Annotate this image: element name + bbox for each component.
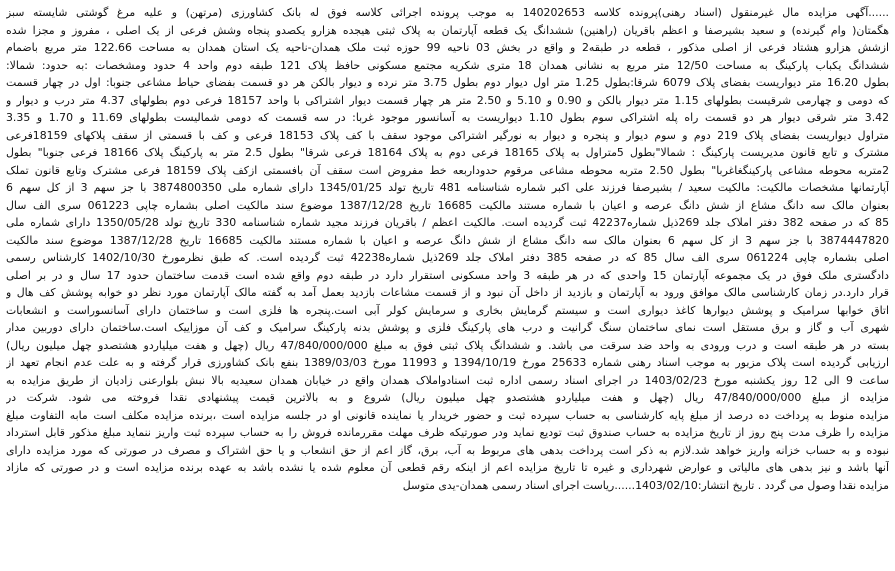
notice-line: شهری آب و گاز و برق مستقل است نمای ساختمان سنگ گرانیت و درب های پارکینگ فلزی و پوشش بدنه پارکینگ سرامیک و کف آن موزاییک است.ساختمان دارای دوربین مدار: [6, 321, 889, 334]
notice-line: دادگستری ملک فوق در یک مجموعه آپارتمان 15 واحدی که در هر طبقه 3 واحد مسکونی استقرار دارد در طبقه دوم واقع شده است قدمت ساختمان حدود 17 سال و در بر اصلی: [6, 268, 889, 282]
notice-line: متراول دیواریست بفضای پلاک 219 دوم و سوم دیوار و پنجره و دیوار به نورگیر اشتراکی موجود سقف با کف پلاک 18153 فرعی و کف با قسمتی از سقف پلاکهای 18159فرعی: [6, 128, 889, 142]
notice-line-signature: مزایده نقدا وصول می گردد . تاریخ انتشار:1403/02/10......ریاست اجرای اسناد رسمی همدان-یدی متوسل: [402, 478, 889, 492]
notice-line: 2متربه محوطه مشاعی پارکینگغاغربا" بطول 2.50 متربه محوطه مشاعی مرقوم حدوداربعه خط مفروض است سقف آن بافسمتی ازکف پلاک 18159 فرعی مشترک وتابع قانون تملک: [6, 163, 889, 177]
notice-line: 3.42 متر شرقی دیوار هر دو قسمت راه پله اشتراکی سوم بطول 1.10 دیواریست به آسانسور موجود غربا: در سه قسمت که دومی شمالیست بطولهای 11.69 و 1.70 و 3.35: [6, 111, 889, 124]
notice-line: 3874447820 با جز سهم 3 از کل سهم 6 بعنوان مالک سه دانگ مشاع از شش دانگ عرصه و اعیان با شماره مستند مالکیت 16685 تاریخ 1387/12/28 موضوع سند مالکیت: [6, 233, 889, 247]
notice-line: ازشش هزارو هشتاد فرعی از اصلی مذکور ، قطعه در طبقه2 و واقع در بخش 03 ناحیه 99 حوزه ثبت ملک همدان-ناحیه یک استان همدان به مساحت 122.66 متر مربع باضمام: [6, 41, 889, 54]
notice-line: اصلی بشماره چاپی 061224 سری الف سال 85 که در صفحه 385 دفتر املاک جلد 269ذیل شماره42238 ثبت گردیده است. که طبق نظرمورخ 1402/10/30 کارشناس رسمی: [6, 251, 889, 264]
notice-line: مزایده از مبلغ 47/840/000/000 ریال (چهل و هفت میلیاردو هشتصدو چهل میلیون ریال) شروع و به بالاترین قیمت پیشنهادی نقدا فروخته می شود. شرکت در: [6, 391, 889, 404]
notice-line: مشترک و تابع قانون مدیریست پارکینگ : شمالا"بطول 5متراول به پلاک 18165 فرعی دوم به پلاک 18164 فرعی شرقا" بطول 2.5 متر به پارکینگ پلاک 18166 فرعی جنوبا" بطول: [6, 146, 889, 159]
notice-line: مزایده منوط به پرداخت ده درصد از مبلغ پایه کارشناسی به حساب سپرده ثبت و حضور خریدار یا نماینده قانونی او در جلسه مزایده است ،برنده مزایده مکلف است مابه التفاوت مبلغ: [6, 408, 889, 422]
notice-line: بطول 16.20 متر دیواریست بفضای پلاک 6079 شرقا:بطول 1.25 متر اول دیوار دوم بطول 3.75 متر نرده و دیوار بالکن هر دو قسمت بفضای حیاط مشاعی جنوبا: اول در چهار قسمت: [6, 76, 889, 89]
notice-line: که دومی و چهارمی شرقیست بطولهای 1.15 متر دیوار بالکن و 0.90 و 5.10 و 2.50 متر هر چهار قسمت دیوار اشتراکی با واحد 18157 فرعی دوم بطولهای 4.37 متر درب و دیوار و: [6, 93, 889, 107]
notice-line: نبوده و به حساب خزانه واریز خواهد شد.لازم به ذکر است پرداخت بدهی های مربوط به آب، برق، گاز اعم از حق انشعاب و یا حق اشتراک و مصرف در صورتی که مورد مزایده دارای: [6, 443, 889, 457]
notice-line: 85 که در صفحه 382 دفتر املاک جلد 269ذیل شماره42237 ثبت گردیده است. مالکیت اعظم / باقریان فرزند مجید شماره شناسنامه 330 تاریخ تولد 1350/05/28 دارای شماره ملی: [6, 216, 889, 229]
notice-line: آنها باشد و نیز بدهی های مالیاتی و عوارض شهرداری و غیره تا تاریخ مزایده اعم از اینکه رقم قطعی آن معلوم شده یا نشده باشد به عهده برنده مزایده است و در صورتی که مازاد: [6, 461, 889, 474]
notice-line: ارزیابی گردیده است پلاک مزبور به موجب اسناد رهنی شماره 25633 مورخ 1394/10/19 و 11993 مورخ 1389/03/03 بنفع بانک کشاورزی قرار گرفته و به علت عدم انجام تعهد از: [6, 356, 889, 369]
notice-line: مزایده را ظرف مدت پنج روز از تاریخ مزایده به حساب صندوق ثبت تودیع نماید ودر صورتیکه ظرف مهلت مقررمانده فروش را به حساب سپرده ثبت واریز ننماید مبلغ مذکور قابل استرداد: [6, 426, 889, 439]
notice-line: قرار دارد.در زمان کارشناسی مالک موافق ورود به آپارتمان و بازدید از داخل آن نبود و از قسمت مشاعات بازدید بعمل آمد به گفته مالک آپارتمان مورد نظر دو خوابه پوشش کف هال و: [6, 286, 889, 299]
notice-line: ساعت 9 الی 12 روز یکشنبه مورخ 1403/02/23 در اجرای اسناد رسمی اداره ثبت اسنادواملاک همدان واقع در خیابان همدان سعیدیه بالا نبش بلوارعنی زادیان از طریق مزایده به: [6, 373, 889, 387]
notice-line: ......آگهی مزایده مال غیرمنقول (اسناد رهنی)پرونده کلاسه 140202653 به موجب پرونده اجرائی کلاسه فوق له بانک کشاورزی (مرتهن) و علیه مرغ گوشتی شایسته سبز: [6, 6, 889, 19]
notice-line: آپارتمانها مشخصات مالکیت: مالکیت سعید / بشیرصفا فرزند علی اکبر شماره شناسنامه 481 تاریخ تولد 1345/01/25 دارای شماره ملی 3874800350 با جز سهم 3 از کل سهم 6: [6, 181, 889, 194]
notice-line: هگمتان( وام گیرنده) و سعید بشیرصفا و اعظم باقریان (راهنین) ششدانگ یک قطعه آپارتمان به پلاک ثبتی هیجده هزارو یکصدو پنجاه وشش فرعی از یک اصلی ، مفروز و مجزا شده: [6, 23, 889, 37]
notice-line: ششدانگ یکباب پارکینگ به مساحت 12/50 متر مربع به نشانی همدان 18 متری شکریه مجتمع مسکونی حافظ پلاک 121 طبقه دوم واحد 4 حدود ومشخصات :به حدود: شمالا:: [6, 58, 889, 72]
notice-line: اتاق خوابها سرامیک و پوشش دیوارها کاغذ دیواری است و سیستم گرمایش بخاری و سرمایش کولر آبی است.پنجره ها فلزی است و ساختمان دارای آسانسوراست و انشعابات: [6, 303, 889, 317]
notice-line: بعنوان مالک سه دانگ مشاع از شش دانگ عرصه و اعیان با شماره مستند مالکیت 16685 تاریخ 1387/12/28 موضوع سند مالکیت اصلی بشماره چاپی 061223 سری الف سال: [6, 198, 889, 212]
notice-line: بسته در هر طبقه است و درب ورودی به واحد ضد سرقت می باشد. و ششدانگ پلاک ثبتی فوق به مبلغ 47/840/000/000 ریال (چهل و هفت میلیاردو هشتصدو چهل میلیون ریال): [6, 338, 889, 352]
